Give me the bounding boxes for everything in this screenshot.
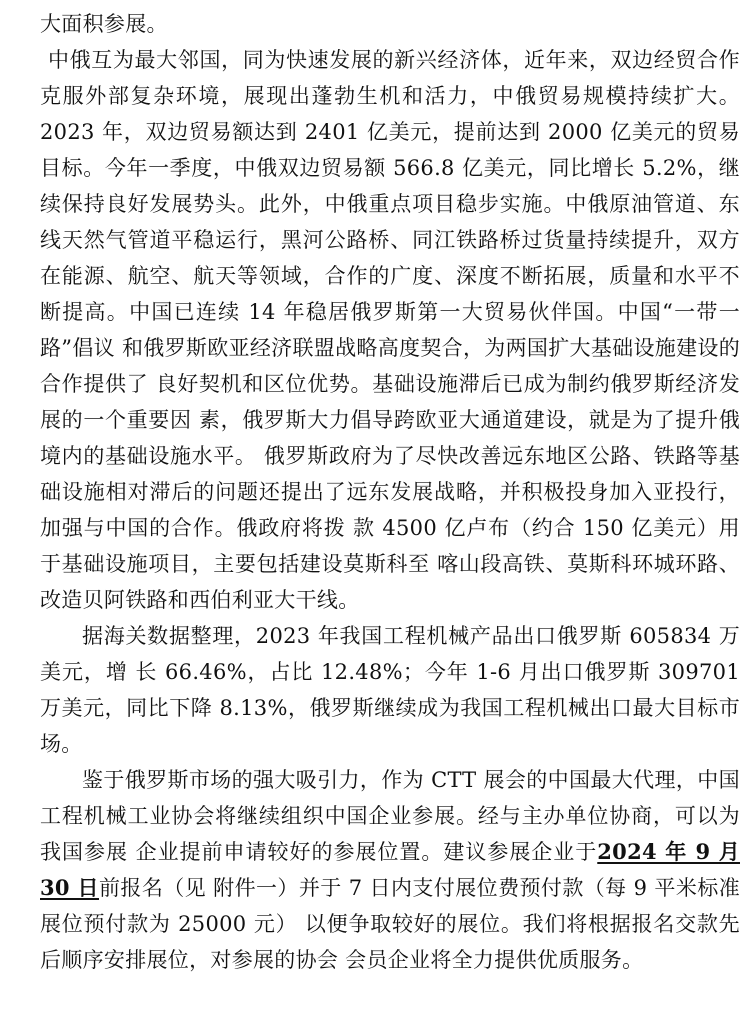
opening-line: 大面积参展。 [40,12,168,36]
registration-text-after: 前报名（见 附件一）并于 7 日内支付展位费预付款（每 9 平米标准展位预付款为 25000 元） 以便争取较好的展位。我们将根据报名交款先后顺序安排展位，对参展的协会 会员企业将全力提供优质服务。 [40,876,740,972]
registration-deadline: 2024 年 9 月 30 日 [40,839,740,900]
registration-text-before: 鉴于俄罗斯市场的强大吸引力，作为 CTT 展会的中国最大代理，中国工程机械工业协会将继续组织中国企业参展。经与主办单位协商，可以为我国参展 企业提前申请较好的参展位置。建议参展企业于 [40,768,740,864]
paragraph-customs-data: 据海关数据整理，2023 年我国工程机械产品出口俄罗斯 605834 万美元，增 长 66.46%，占比 12.48%；今年 1-6 月出口俄罗斯 309701 万美元，同比下降 8.13%，俄罗斯继续成为我国工程机械出口最大目标市场。 [40,624,740,756]
paragraph-trade-overview: 中俄互为最大邻国，同为快速发展的新兴经济体，近年来，双边经贸合作克服外部复杂环境，展现出蓬勃生机和活力，中俄贸易规模持续扩大。2023 年，双边贸易额达到 2401 亿美元，提前达到 2000 亿美元的贸易目标。今年一季度，中俄双边贸易额 566.8 亿美元，同比增长 5.2%，继续保持良好发展势头。此外，中俄重点项目稳步实施。中俄原油管道、东线天然气管道平稳运行，黑河公路桥、同江铁路桥过货量持续提升，双方在能源、航空、航天等领域，合作的广度、深度不断拓展，质量和水平不断提高。中国已连续 14 年稳居俄罗斯第一大贸易伙伴国。中国“一带一路”倡议 和俄罗斯欧亚经济联盟战略高度契合，为两国扩大基础设施建设的合作提供了 良好契机和区位优势。基础设施滞后已成为制约俄罗斯经济发展的一个重要因 素，俄罗斯大力倡导跨欧亚大通道建设，就是为了提升俄境内的基础设施水平。 俄罗斯政府为了尽快改善远东地区公路、铁路等基础设施相对滞后的问题还提出了远东发展战略，并积极投身加入亚投行，加强与中国的合作。俄政府将拨 款 4500 亿卢布（约合 150 亿美元）用于基础设施项目，主要包括建设莫斯科至 喀山段高铁、莫斯科环城环路、改造贝阿铁路和西伯利亚大干线。 [40,48,740,612]
paragraph-registration [40,762,740,978]
document-page [40,6,740,978]
